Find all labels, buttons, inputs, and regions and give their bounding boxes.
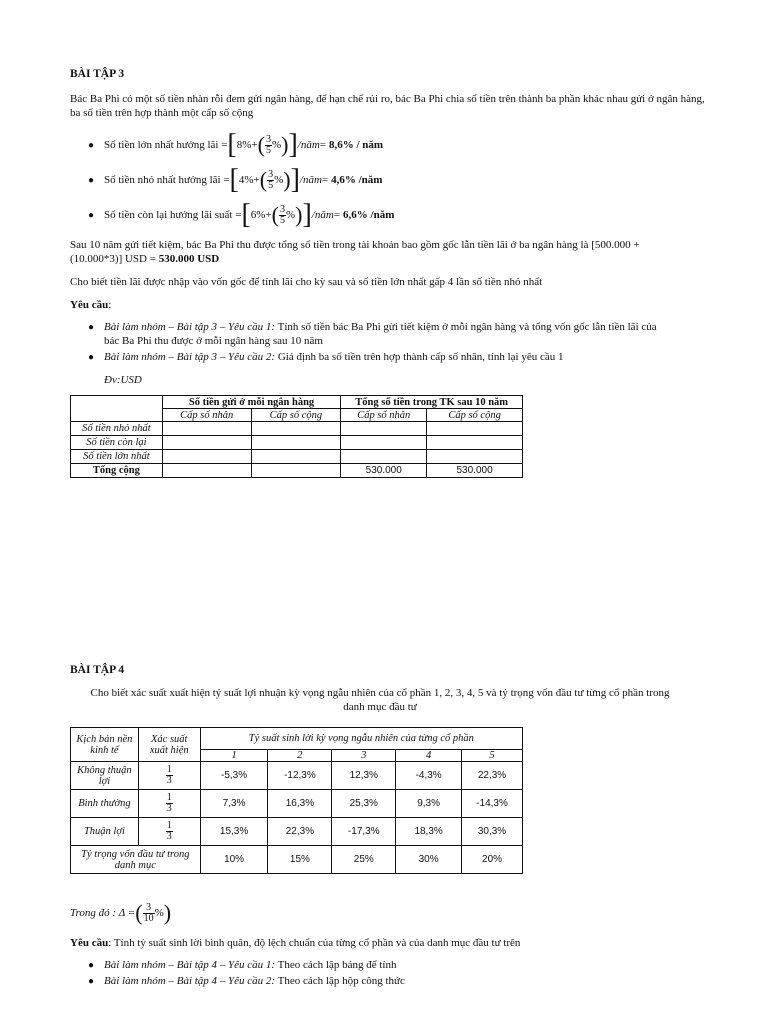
bracket-right-icon: ] [302,199,312,230]
table-row [71,436,523,450]
ex3-bullet-2 [104,163,382,197]
formula-result: 6,6% /năm [343,209,395,221]
bullet-dot: ● [88,175,95,186]
ex3-bullet-1 [104,128,383,162]
row-label: Tổng cộng [71,464,163,478]
bracket-right-icon: ] [290,164,300,195]
formula-pct: % [271,139,282,151]
table-row-weights: Tỷ trọng vốn đầu tư trong danh mục 10% 15% 25% 30% 20% [71,846,523,874]
ex3-intro: Bác Ba Phi có một số tiền nhàn rỗi đem gửi ngân hàng, để hạn chế rủi ro, bác Ba Phi chia số tiền trên thành ba phần khác nhau gửi ở ngân hàng, ba số tiền trên hợp thành một cấp số cộng [70,93,705,119]
paren-right-icon: ) [281,132,289,157]
ex4-intro: Cho biết xác suất xuất hiện tỷ suất lợi nhuận kỳ vọng ngẫu nhiên của cổ phần 1, 2, 3, 4, 5 và tỷ trọng vốn đầu tư từng cổ phần trong danh mục đầu tư [90,687,670,713]
formula-unit: /năm [299,174,322,186]
stock-header: 3 [332,750,396,762]
bullet-label: Số tiền còn lại hưởng lãi suất = [104,209,242,221]
ex4-req-heading: Yêu cầu: Tính tỷ suất sinh lời bình quân, độ lệch chuẩn của từng cổ phần và của danh mục đầu tư trên [70,937,521,949]
paren-left-icon: ( [271,202,279,227]
unit-note: Đv:USD [104,374,142,386]
formula-base: 8%+ [236,139,258,151]
bracket-left-icon: [ [229,164,239,195]
ex3-bullet-3 [104,198,394,232]
fraction: $\frac{3}{5}$ [279,203,285,226]
table-row: Không thuận lợi $\frac{1}{3}$ -5,3% -12,3% 12,3% -4,3% 22,3% [71,762,523,790]
ex3-table-group2: Tổng số tiền trong TK sau 10 năm [341,396,523,409]
prob-cell: $\frac{1}{3}$ [138,790,200,818]
ex4-table [70,727,523,874]
bullet-dot: ● [88,960,95,971]
bullet-label: Số tiền nhỏ nhất hưởng lãi = [104,174,230,186]
table-row: Bình thường $\frac{1}{3}$ 7,3% 16,3% 25,3% 9,3% -14,3% [71,790,523,818]
formula-result: 8,6% / năm [328,139,384,151]
bullet-label: Số tiền lớn nhất hưởng lãi = [104,139,228,151]
paren-right-icon: ) [163,900,172,925]
ex3-para3: Cho biết tiền lãi được nhập vào vốn gốc để tính lãi cho kỳ sau và số tiền lớn nhất gấp 4 lần số tiền nhỏ nhất [70,276,543,288]
formula-base: 6%+ [250,209,272,221]
paren-right-icon: ) [295,202,303,227]
scenario-label: Không thuận lợi [71,762,139,790]
delta-def: Trong đó : Δ = ( $\frac{3}{10}$ % ) [70,900,172,925]
ex3-req-1: Bài làm nhóm – Bài tập 3 – Yêu cầu 1: Tính số tiền bác Ba Phi gửi tiết kiệm ở mỗi ngân hàng và tổng vốn gốc lẫn tiền lãi của bác Ba Phi thu được ở mỗi ngân hàng sau 10 năm [104,321,657,347]
scenario-label: Thuận lợi [71,818,139,846]
paren-left-icon: ( [259,167,268,192]
bullet-dot: ● [88,322,95,333]
ex3-table-sub: Cấp số nhân [341,409,427,422]
paren-left-icon: ( [135,900,143,925]
formula-eq: = [333,209,341,221]
ex3-table-sub: Cấp số cộng [427,409,523,422]
ex4-req-1: Bài làm nhóm – Bài tập 4 – Yêu cầu 1: Theo cách lập bảng để tính [104,959,397,971]
total-value: 530.000 [427,464,523,478]
row-label: Số tiền lớn nhất [71,450,163,464]
formula-unit: /năm [311,209,334,221]
ex4-h-prob: Xác suất xuất hiện [138,728,200,762]
paren-left-icon: ( [257,132,265,157]
bracket-right-icon: ] [288,129,298,160]
paren-right-icon: ) [283,167,291,192]
formula-pct: % [285,209,296,221]
fraction: $\frac{3}{10}$ [143,901,154,924]
prob-cell: $\frac{1}{3}$ [138,818,200,846]
ex3-table [70,395,523,478]
fraction: $\frac{3}{5}$ [268,168,274,191]
row-label: Số tiền còn lại [71,436,163,450]
fraction: $\frac{3}{5}$ [265,133,271,156]
ex3-req-2: Bài làm nhóm – Bài tập 3 – Yêu cầu 2: Giả định ba số tiền trên hợp thành cấp số nhân, tính lại yêu cầu 1 [104,351,564,363]
ex4-req-2: Bài làm nhóm – Bài tập 4 – Yêu cầu 2: Theo cách lập hộp công thức [104,975,405,987]
ex3-table-corner [71,396,163,422]
ex3-para2 [70,238,710,266]
table-row [71,422,523,436]
ex3-para2-line1: Sau 10 năm gửi tiết kiệm, bác Ba Phi thu được tổng số tiền trong tài khoản bao gồm gốc lẫn tiền lãi ở ba ngân hàng là [500.000 + [70,239,640,251]
formula-base: 4%+ [238,174,260,186]
weight-label: Tỷ trọng vốn đầu tư trong danh mục [71,846,201,874]
total-value: 530.000 [341,464,427,478]
bullet-dot: ● [88,976,95,987]
row-label: Số tiền nhỏ nhất [71,422,163,436]
bullet-dot: ● [88,210,95,221]
ex3-table-sub: Cấp số nhân [162,409,251,422]
ex3-table-sub: Cấp số cộng [251,409,341,422]
bullet-dot: ● [88,140,95,151]
ex3-title: BÀI TẬP 3 [70,68,125,80]
formula-pct: % [274,174,284,186]
stock-header: 1 [200,750,268,762]
table-row-total [71,464,523,478]
formula-result: 4,6% /năm [331,174,383,186]
formula-eq: = [321,174,329,186]
bracket-left-icon: [ [227,129,237,160]
bracket-left-icon: [ [241,199,251,230]
stock-header: 4 [396,750,462,762]
ex3-req-heading: Yêu cầu: [70,299,112,311]
ex4-title: BÀI TẬP 4 [70,664,125,676]
bullet-dot: ● [88,352,95,363]
stock-header: 2 [268,750,332,762]
ex4-h-scenario: Kịch bản nền kinh tế [71,728,139,762]
prob-cell: $\frac{1}{3}$ [138,762,200,790]
ex3-table-group1: Số tiền gửi ở mỗi ngân hàng [162,396,341,409]
ex4-h-returns: Tỷ suất sinh lời kỳ vọng ngẫu nhiên của từng cổ phần [200,728,522,750]
formula-eq: = [319,139,326,151]
stock-header: 5 [462,750,523,762]
scenario-label: Bình thường [71,790,139,818]
formula-unit: /năm [297,139,320,151]
ex3-para2-line2: (10.000*3)] USD = 530.000 USD [70,253,220,265]
table-row: Thuận lợi $\frac{1}{3}$ 15,3% 22,3% -17,3% 18,3% 30,3% [71,818,523,846]
table-row [71,450,523,464]
